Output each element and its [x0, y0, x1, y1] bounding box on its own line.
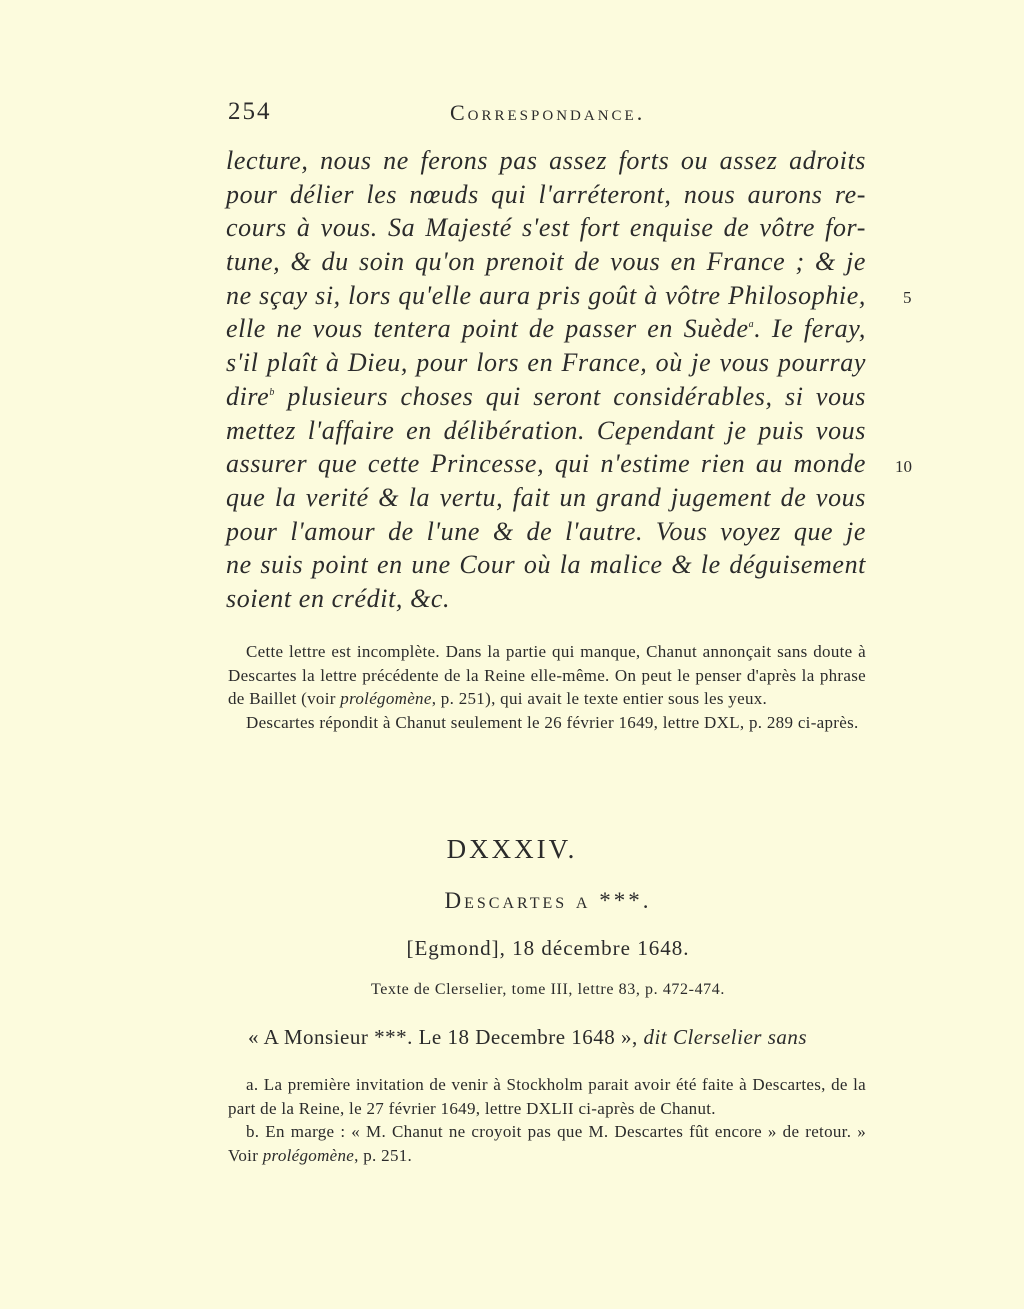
page-header — [228, 98, 868, 134]
note-text: b. En marge : « M. Chanut ne croyoit pas que M. Descartes fût encore » de retour. » Voir — [228, 1122, 866, 1165]
line-number-10: 10 — [895, 457, 912, 476]
line-number-5: 5 — [903, 288, 912, 307]
footnote-b — [228, 1120, 866, 1167]
text-line: tune, & du soin qu'on prenoit de vous en France ; & je — [226, 247, 866, 277]
text-line: assurer que cette Princesse, qui n'estime rien au monde — [226, 449, 866, 479]
text-segment: elle ne vous tentera point de passer en Suède — [226, 314, 749, 344]
text-line: lecture, nous ne ferons pas assez forts ou assez adroits — [226, 146, 866, 175]
note-italic: prolégomène — [262, 1145, 355, 1165]
text-segment: plusieurs choses qui seront considérables, si vous — [274, 381, 866, 411]
text-line: s'il plaît à Dieu, pour lors en France, où je vous pourray — [226, 348, 866, 378]
text-line: que la verité & la vertu, fait un grand jugement de vous — [226, 482, 866, 512]
footnote-marker: b — [269, 386, 275, 398]
text-line: soient en crédit, &c. — [226, 583, 451, 613]
page-number: 254 — [228, 98, 272, 125]
opening-roman: « A Monsieur ***. Le 18 Decembre 1648 », — [248, 1025, 638, 1049]
note-text: , p. 251), qui avait le texte entier sous les yeux. — [431, 689, 768, 708]
editor-note — [228, 640, 866, 711]
letter-title: Descartes a ***. — [444, 888, 652, 913]
letter-number: DXXXIV. — [446, 834, 578, 864]
editor-note: Descartes répondit à Chanut seulement le 26 février 1649, lettre DXL, p. 289 ci-après. — [246, 712, 859, 732]
running-title: Correspondance. — [450, 100, 646, 125]
text-line: cours à vous. Sa Majesté s'est fort enquise de vôtre for- — [226, 213, 866, 243]
opening-line — [248, 1025, 866, 1050]
opening-italic: dit Clerselier sans — [643, 1025, 808, 1049]
letter-dateline: [Egmond], 18 décembre 1648. — [406, 936, 690, 960]
text-line: pour l'amour de l'une & de l'autre. Vous voyez que je — [226, 516, 866, 546]
text-line: mettez l'affaire en délibération. Cependant je puis vous — [226, 415, 866, 445]
text-line — [226, 312, 866, 346]
text-line: ne sçay si, lors qu'elle aura pris goût à vôtre Philosophie, — [226, 280, 866, 310]
text-line: ne suis point en une Cour où la malice & le déguisement — [226, 550, 866, 580]
text-line — [226, 380, 866, 414]
text-segment: dire — [226, 381, 270, 411]
footnote-a: a. La première invitation de venir à Stockholm parait avoir été faite à Descartes, de la part de la Reine, le 27 février 1649, lettre DXLII ci-après de Chanut. — [228, 1075, 866, 1118]
note-text: , p. 251. — [354, 1145, 413, 1165]
editor-notes — [228, 640, 866, 734]
note-text: Cette lettre est incomplète. Dans la partie qui manque, Chanut annonçait sans doute à Descartes la lettre précédente de la Reine elle-même. On peut le penser d'après la phrase de Baillet (voir — [228, 642, 866, 708]
footnote-marker: a — [748, 319, 755, 331]
text-line: pour délier les nœuds qui l'arréteront, nous aurons re- — [226, 179, 866, 209]
letter-source: Texte de Clerselier, tome III, lettre 83, p. 472-474. — [371, 981, 725, 998]
letter-body — [226, 144, 866, 616]
note-italic: prolégomène — [340, 689, 432, 708]
footnotes — [228, 1073, 866, 1167]
text-segment: . Ie feray, — [754, 314, 866, 344]
